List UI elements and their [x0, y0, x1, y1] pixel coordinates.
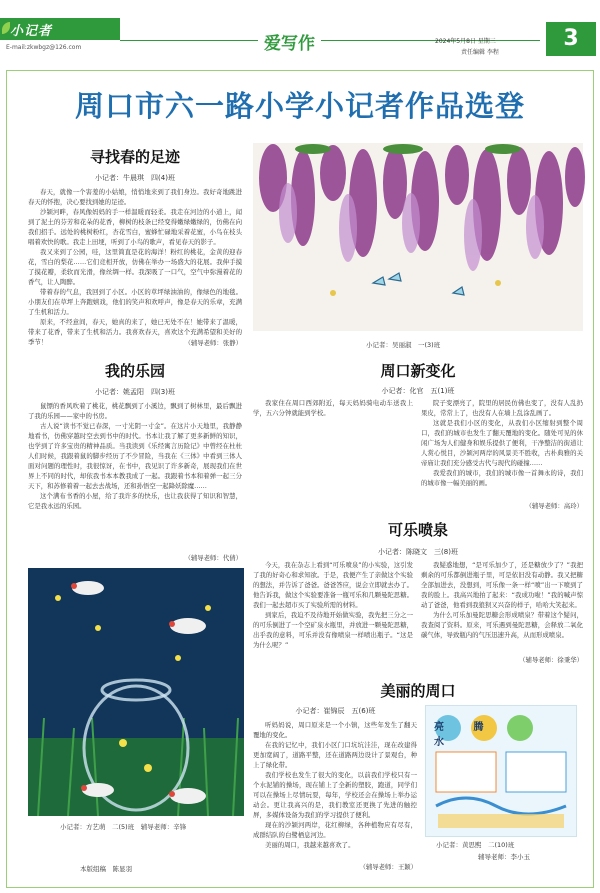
paragraph: 院子变漂亮了，院里的居民仿佛也变了，没有人乱扔果皮，常常上了，也没有人在墙上乱涂乱画了。 — [421, 399, 583, 417]
article-byline: 小记者：陈晓文 三(8)班 — [378, 548, 458, 556]
paragraph: 到家后，我迫不及待地开始做实验，我先把三分之一的可乐倒进了一个空矿泉水瓶里，并放进一颗曼陀思糖，出乎我的意料，可乐并没有像喷泉一样喷出瓶子。“这是为什么呢？” — [253, 611, 413, 649]
paragraph: 我们学校也发生了很大的变化，以前我们学校只有一个水泥铺的操场，现在铺上了全新的塑胶，跑道，同学们可以在操场上尽情玩耍，每年，学校还会在操场上举办运动会。更让我高兴的是，我们教室还更换了先进的触控屏，多媒体设备为我们的学习提供了便利。 — [253, 771, 417, 819]
paragraph: 美丽的周口，我越来越喜欢了。 — [265, 841, 355, 849]
layout-editor: 本版组稿 陈显羽 — [80, 865, 132, 873]
article-teacher: （辅导老师：王颖） — [359, 863, 417, 871]
poster-teacher: 辅导老师：李小玉 — [478, 853, 530, 861]
paragraph: 春天，就像一个害羞的小姑娘，悄悄地来到了我们身边。我好奇地跳进春天的怀抱，决心要找到她的足迹。 — [28, 188, 242, 206]
article-title: 我的乐园 — [104, 362, 165, 380]
article-beautiful — [253, 720, 417, 860]
article-change-col2 — [421, 398, 583, 500]
paragraph: 听妈妈说，周口原来是一个小镇，这些年发生了翻天覆地的变化。 — [253, 721, 417, 739]
article-teacher: （辅导老师：高玲） — [525, 502, 583, 510]
handmade-poster — [425, 705, 577, 837]
article-byline: 小记者：崔锦辰 五(6)班 — [295, 707, 376, 715]
paragraph: 这就是我们小区的变化，从我们小区缩射到整个周口，我们的城市也发生了翻天覆地的变化。随处可见的休闲广场为人们健身和娱乐提供了便利，干净整洁的街道让人赏心悦目，沙颍河两岸的风景美不胜收，古朴典雅的关帝庙让我们充分感受古代与现代的碰撞…… — [421, 419, 583, 467]
poster-title: 亮 腾 水 — [434, 722, 497, 748]
article-cola-col1 — [253, 560, 413, 660]
email-address: E-mail:zkwbgz@126.com — [6, 44, 82, 51]
responsible-editor: 责任编辑 李程 — [461, 49, 499, 56]
paragraph: 我家住在周口西郊附近，每天妈妈骑电动车送我上学，五六分钟就能到学校。 — [253, 399, 413, 417]
article-byline: 小记者：牛晨琪 四(4)班 — [95, 174, 175, 182]
paragraph: 今天，我在杂志上看到“可乐喷泉”的小实验，这引发了我的好奇心和求知欲。于是，我便产生了亲做这个实验的想法，并告诉了爸爸。爸爸答应，说会立即就去办了。他告诉我，做这个实验要准备一瓶可乐和几颗曼陀思糖。我们一起去超市买了实验所需的材料。 — [253, 561, 413, 609]
article-paradise — [28, 360, 242, 555]
paragraph: 原来，不经意间，春天，她真的来了，她已无处不在！她带来了温暖，带来了花香，带来了生机和活力。我喜欢春天，喜欢这个充满希望和美好的季节！ — [28, 318, 242, 346]
article-title: 寻找春的足迹 — [89, 148, 180, 166]
wisteria-painting — [253, 143, 583, 331]
paragraph: 我又来到了公园，哇，这里简直是花的海洋！粉红的桃花，金黄的迎春花，雪白的梨花……它们竞相开放，仿佛在举办一场盛大的花展。我伸手摸了摸花瓣，柔软而光滑，像丝绸一样。我深吸了一口气，空气中弥漫着花的香气，让人陶醉。 — [28, 248, 242, 286]
page-number: 3 — [546, 22, 596, 56]
wisteria-caption: 小记者：吴丽淑 一(3)班 — [366, 341, 441, 349]
article-teacher: （辅导老师：张静） — [184, 339, 242, 347]
paragraph: 我爱我们的城市，我们的城市像一首舞永的诗，我们的城市像一幅美丽的画。 — [421, 469, 583, 487]
page-headline: 周口市六一路小学小记者作品选登 — [74, 89, 525, 123]
paragraph: 为什么可乐加曼陀思糖会形成喷泉？带着这个疑问，我查阅了资料。原来，可乐遇到曼陀思糖，会释放二氧化碳气体，导致瓶内的气压迅速升高，从而形成喷泉。 — [421, 611, 583, 639]
paragraph: 带着春的气息，我回到了小区。小区的草坪绿油油的，像绿色的地毯。小朋友们在草坪上奔跑嬉戏，他们的笑声和欢呼声，像是春天的乐章，充满了生机和活力。 — [28, 288, 242, 316]
paragraph: 鼠镖的香风吹着了桃花，桃花飘到了小溪边，飘到了树林里，最后飘进了我的乐园——家中的书房。 — [28, 402, 242, 420]
paragraph: 在我的记忆中，我们小区门口坑坑洼洼，现在改建得更加宽阔了，道路平整，还在道路两边设计了景观台，种上了绿化带。 — [253, 741, 417, 769]
fireflies-caption: 小记者：方艺萌 二(5)班 辅导老师：辛锋 — [60, 823, 187, 831]
poster-caption: 小记者：黄思熙 二(10)班 — [436, 841, 515, 849]
article-teacher: （辅导老师：代倩） — [184, 554, 242, 562]
paragraph: 古人说“读书不觉已春深，一寸光阴一寸金”。在这片小天地里，我静静地看书，仿佛穿越时空去到书中的时代。书本让我了解了更多新鲜的知识，也学到了许多宝贵的精神品质。当我读到《乐经寓言历险记》中曾经在杜杜人们时候，我跟着鼠的脚步经历了不少冒险，当我在《三体》中看到三体人面对问题的理性时，我很惊讶，在书中，我见识了许多新奇，展现我们在世界上不同的时代，却依我书本本教我成了一起。我跟着书本和着弹一起三分天下，和苏修着着一起去去战场，还和孙悟空一起降妖除魔…… — [28, 422, 242, 490]
article-title: 周口新变化 — [380, 362, 456, 380]
article-title: 美丽的周口 — [380, 682, 456, 700]
article-title: 可乐喷泉 — [387, 521, 448, 539]
paragraph: 现在的沙颍河两岸，花红柳绿，各种植物应有尽有，成群结队的白鹭栖息河边。 — [253, 821, 417, 839]
paragraph: 沙颍河畔，春风像妈妈的手一样温暖而轻柔。我走在河边的小道上，闻到了泥土的芬芳和花朵的花香，柳树的枝条已经变得嫩绿嫩绿的，仿佛在向我们招手。远处的桃树粉红，杏花雪白，蜜蜂忙碌地采着花蜜，小鸟在枝头唱着欢快的歌。我走上田埂，听到了小鸟的歌声，看见春天的影子。 — [28, 208, 242, 246]
article-cola-col2 — [421, 560, 583, 654]
article-change-col1 — [253, 398, 413, 508]
paragraph: 这个满布书香的小屋，给了我许多的快乐，也让我获得了知识和智慧，它是我永远的乐园。 — [28, 492, 242, 510]
masthead-brand: 小记者 — [10, 24, 53, 39]
section-title: 爱写作 — [258, 29, 321, 54]
article-byline: 小记者：化官 五(1)班 — [381, 387, 455, 395]
fireflies-painting — [28, 568, 244, 816]
issue-date: 2024年5月8日 星期三 — [435, 38, 496, 45]
article-byline: 小记者：姚孟阳 四(3)班 — [95, 388, 175, 396]
paragraph: 我疑惑地想，“是可乐加少了，还是糖放少了？”我把剩余的可乐都倒进瓶子里，可是依旧没有动静。我又把糖全部加进去，没想到，可乐像一条一样“喷”出一下喷到了我的脸上。我高兴地拍了起来：“我成功啦！”我的喊声惊动了爸爸，他看到我狼狈又兴奋的样子，哈哈大笑起来。 — [421, 561, 583, 609]
article-teacher: （辅导老师：徐秉华） — [519, 656, 583, 664]
